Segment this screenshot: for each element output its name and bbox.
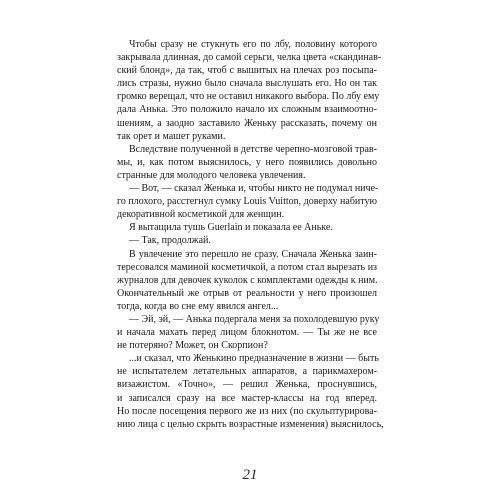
text-line: не потеряно? Может, он Скорпион? xyxy=(117,340,268,352)
text-line: Вследствие полученной в детстве черепно-мозговой трав- xyxy=(129,143,377,155)
text-line: ский блонд», да так, чтоб с вышитых на плечах роз посыпа- xyxy=(117,65,377,77)
text-line: и начала махать перед лицом блокнотом. — Ты же не все xyxy=(117,327,377,339)
text-line: визажистом. «Точно», — решил Женька, проснувшись, xyxy=(117,379,377,391)
text-line: громко верещал, что не оставил никакого выбора. По лбу ему xyxy=(117,91,380,103)
text-line: тересовался маминой косметичкой, а потом стал вырезать из xyxy=(117,261,377,273)
text-line: тогда, когда во сне ему явился ангел... xyxy=(117,300,279,312)
text-line: мы, и, как потом выяснилось, у него появились довольно xyxy=(117,156,377,168)
text-line: журналов для девочек куколок с комплектами одежды к ним. xyxy=(117,274,378,286)
text-line: странные для молодого человека увлечения. xyxy=(117,169,306,181)
text-line: — Так, продолжай. xyxy=(129,235,211,247)
text-line: — Вот, — сказал Женька и, чтобы никто не подумал ниче- xyxy=(129,183,379,195)
page-number: 21 xyxy=(242,467,258,483)
text-line: и записался сразу на все мастер-классы на год вперед. xyxy=(117,392,377,404)
text-line: Я вытащила тушь Guerlain и показала ее Аньке. xyxy=(129,222,333,234)
text-line: не испытателем летательных аппаратов, а парикмахером- xyxy=(117,366,377,378)
text-line: так орет и машет руками. xyxy=(117,130,226,142)
text-line: лись стразы, нужно было сначала выслушать его. Но он так xyxy=(117,78,377,90)
text-line: дала Анька. Это положило начало их сложным взаимоотно- xyxy=(117,104,377,116)
text-line: Но после посещения первого же из них (по скульптурирова- xyxy=(117,405,377,417)
text-line: Окончательный же отрыв от реальности у него произошел xyxy=(117,287,377,299)
text-line: В увлечение это перешло не сразу. Сначала Женька заин- xyxy=(129,248,377,260)
text-line: го плохого, расстегнул сумку Louis Vuitton, доверху набитую xyxy=(117,196,377,208)
text-line: декоративной косметикой для женщин. xyxy=(117,209,285,221)
body-text xyxy=(117,38,384,431)
text-line: — Эй, эй, — Анька подергала меня за похолодевшую руку xyxy=(129,313,380,325)
text-line: ...и сказал, что Женькино предназначение в жизни — быть xyxy=(129,353,379,365)
text-line: нию лица с целью скрыть возрастные изменения) выяснилось, xyxy=(117,418,384,430)
text-line: закрывала длинная, до самой серьги, челка цвета «скандинав- xyxy=(117,52,382,64)
text-line: шениям, а заодно заставило Женьку рассказать, почему он xyxy=(117,117,377,129)
text-line: Чтобы сразу не стукнуть его по лбу, половину которого xyxy=(129,39,377,50)
